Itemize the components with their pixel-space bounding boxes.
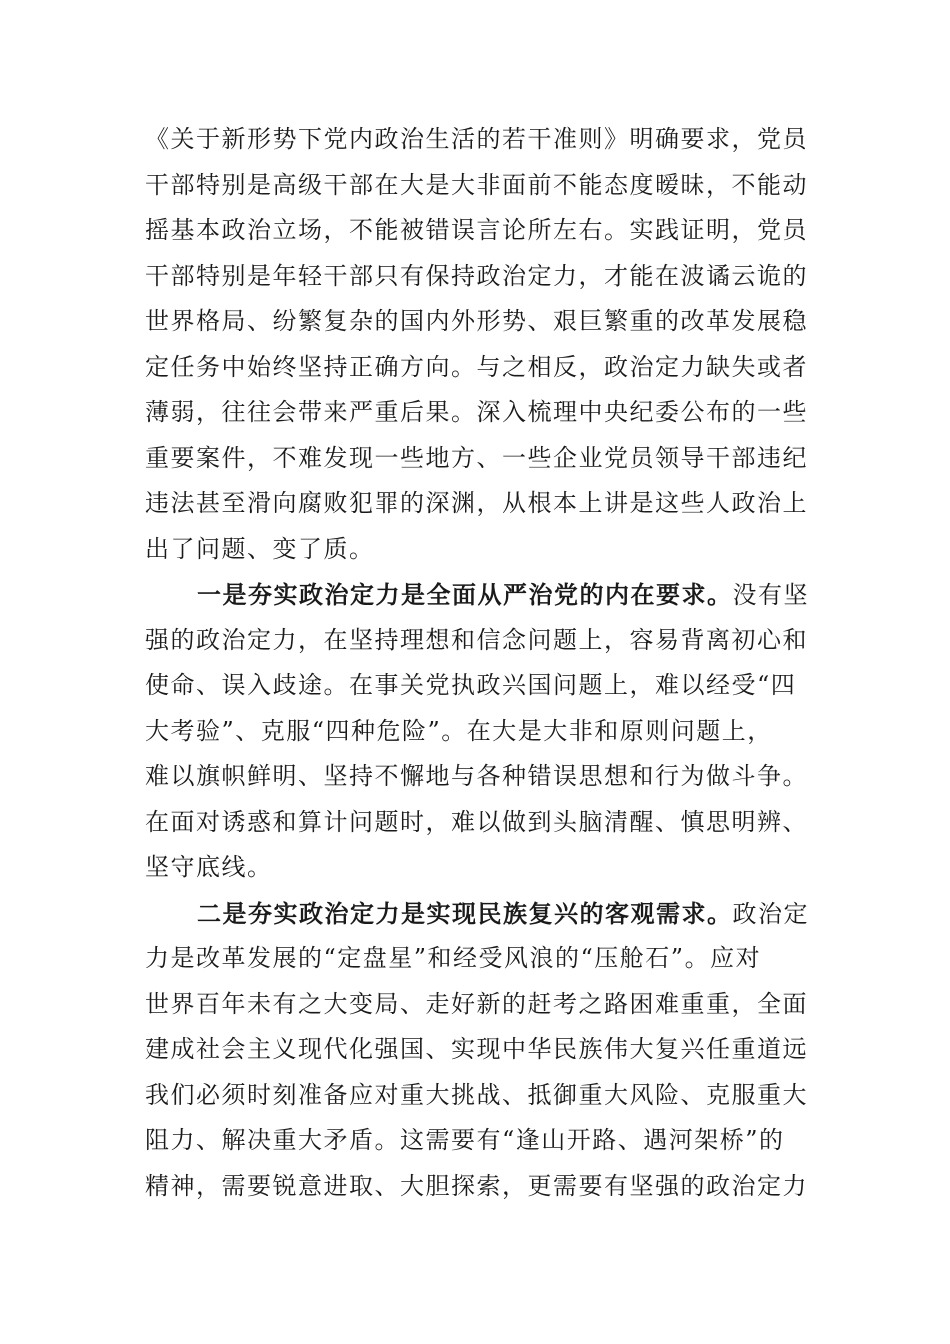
paragraph-line: 在面对诱惑和算计问题时，难以做到头脑清醒、慎思明辨、: [145, 807, 808, 836]
paragraph-line: 《关于新形势下党内政治生活的若干准则》明确要求，党员: [145, 125, 808, 153]
paragraph-line-rest: 没有坚: [732, 581, 809, 609]
paragraph-1: [145, 117, 815, 572]
paragraph-heading: 二是夯实政治定力是实现民族复兴的客观需求。: [197, 898, 733, 928]
paragraph-line: 重要案件，不难发现一些地方、一些企业党员领导干部违纪: [145, 443, 808, 472]
paragraph-line: 难以旗帜鲜明、坚持不懈地与各种错误思想和行为做斗争。: [145, 762, 808, 790]
paragraph-line: 干部特别是年轻干部只有保持政治定力，才能在波谲云诡的: [145, 261, 808, 290]
paragraph-line: 干部特别是高级干部在大是大非面前不能态度暧昧，不能动: [145, 170, 808, 199]
paragraph-line: 力是改革发展的“定盘星”和经受风浪的“压舱石”。应对: [145, 944, 762, 972]
paragraph-2: [145, 572, 815, 891]
paragraph-line: 我们必须时刻准备应对重大挑战、抵御重大风险、克服重大: [145, 1080, 808, 1109]
paragraph-line: 强的政治定力，在坚持理想和信念问题上，容易背离初心和: [145, 625, 808, 654]
paragraph-heading: 一是夯实政治定力是全面从严治党的内在要求。: [197, 580, 733, 609]
paragraph-line: 坚守底线。: [145, 853, 273, 881]
paragraph-line: 摇基本政治立场，不能被错误言论所左右。实践证明，党员: [145, 216, 808, 244]
paragraph-line: 定任务中始终坚持正确方向。与之相反，政治定力缺失或者: [145, 352, 808, 381]
paragraph-line: 使命、误入歧途。在事关党执政兴国问题上，难以经受“四: [145, 671, 797, 699]
paragraph-line: 阻力、解决重大矛盾。这需要有“逢山开路、遇河架桥”的: [145, 1126, 785, 1154]
paragraph-line: 违法甚至滑向腐败犯罪的深渊，从根本上讲是这些人政治上: [145, 489, 808, 517]
document-body: [145, 117, 815, 1209]
paragraph-line: 建成社会主义现代化强国、实现中华民族伟大复兴任重道远: [145, 1035, 808, 1063]
paragraph-line: 薄弱，往往会带来严重后果。深入梳理中央纪委公布的一些: [145, 398, 808, 426]
paragraph-first-line: [145, 891, 815, 937]
paragraph-line-rest: 政治定: [732, 899, 809, 928]
paragraph-line: 世界格局、纷繁复杂的国内外形势、艰巨繁重的改革发展稳: [145, 307, 808, 335]
paragraph-line: 大考验”、克服“四种危险”。在大是大非和原则问题上，: [145, 716, 773, 745]
paragraph-line: 精神，需要锐意进取、大胆探索，更需要有坚强的政治定力: [145, 1171, 808, 1200]
paragraph-line: 世界百年未有之大变局、走好新的赶考之路困难重重，全面: [145, 989, 808, 1018]
paragraph-first-line: [145, 572, 815, 618]
paragraph-line: 出了问题、变了质。: [145, 534, 375, 563]
paragraph-3: [145, 891, 815, 1210]
